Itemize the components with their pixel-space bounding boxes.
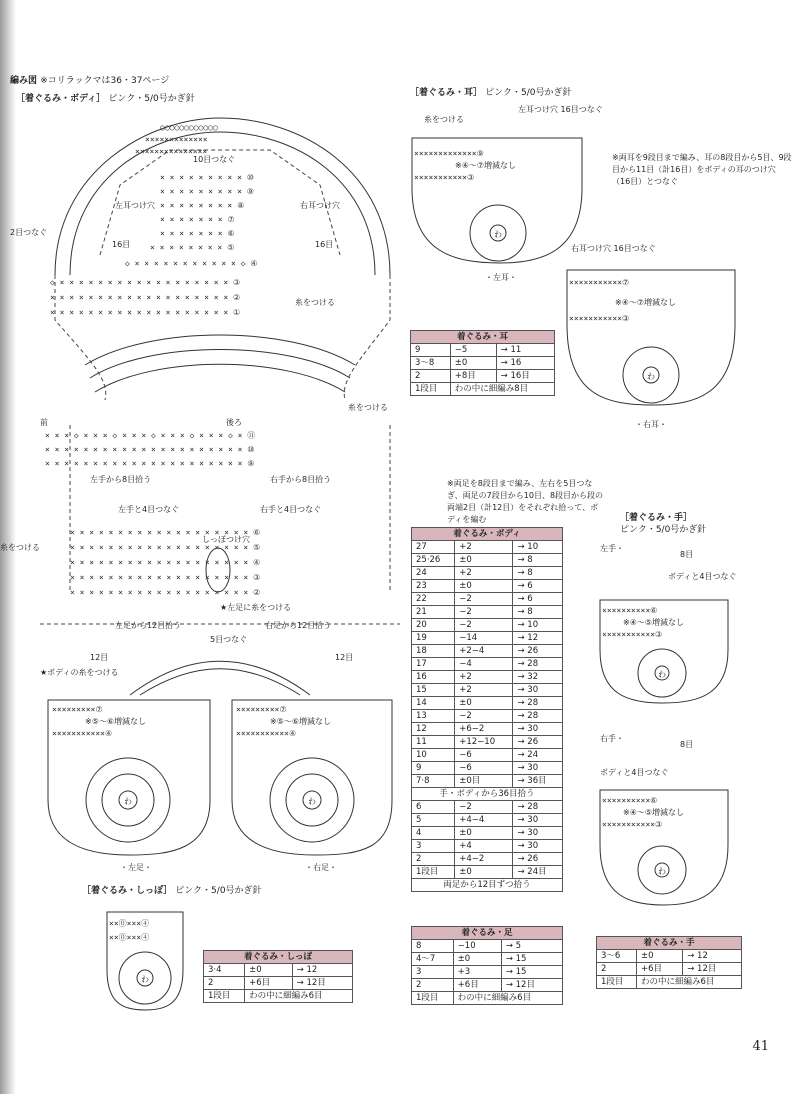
svg-text:× × × × × × × × ⑧: × × × × × × × × ⑧ xyxy=(160,201,245,210)
body-table-cell: 16 xyxy=(412,671,455,684)
tail-table-row xyxy=(204,977,353,990)
body-table-row xyxy=(412,697,563,710)
ear-table-row xyxy=(411,344,555,357)
body-table-cell: −14 xyxy=(455,632,513,645)
foot-table xyxy=(411,926,563,1005)
body-table-cell: +4−2 xyxy=(455,853,513,866)
foot-table-row xyxy=(412,966,563,979)
body-table-cell: 13 xyxy=(412,710,455,723)
label-attach-yarn-1: 糸をつける xyxy=(295,298,335,307)
svg-text:わ: わ xyxy=(494,230,502,239)
body-table-row xyxy=(412,801,563,814)
body-table-cell: +6−2 xyxy=(455,723,513,736)
svg-text:わ: わ xyxy=(658,670,666,679)
body-section-title xyxy=(16,94,195,105)
label-no-change-left: ※⑤〜⑥増減なし xyxy=(85,717,147,726)
body-table-span-cell: 両足から12目ずつ拾う xyxy=(412,879,563,892)
svg-text:× × × × × × × × × × × × × × ×: × × × × × × × × × × × × × × × × × × × ⑤ xyxy=(70,543,261,552)
label-front: 前 xyxy=(40,418,48,427)
ear-table-cell: −5 xyxy=(450,344,496,357)
right-ear-outline xyxy=(567,270,735,405)
body-table-cell: 24 xyxy=(412,567,455,580)
svg-text:わ: わ xyxy=(141,975,149,984)
body-table-cell: −2 xyxy=(455,593,513,606)
body-table-row xyxy=(412,593,563,606)
right-ear-row-3: ×××××××××××③ xyxy=(569,314,630,323)
body-table-cell: −6 xyxy=(455,762,513,775)
hand-table-cell: ±0 xyxy=(637,950,683,963)
body-table-cell: 6 xyxy=(412,801,455,814)
label-attach-edge: 糸をつける xyxy=(0,543,40,552)
foot-table-title: 着ぐるみ・足 xyxy=(412,927,563,940)
label-tail-hole: しっぽつけ穴 xyxy=(202,535,250,544)
body-table-cell: −6 xyxy=(455,749,513,762)
hand-table-cell: +6目 xyxy=(637,963,683,976)
tail-table-cell: 3·4 xyxy=(204,964,245,977)
body-table-row xyxy=(412,606,563,619)
body-table-cell: → 28 xyxy=(513,710,563,723)
body-table-row xyxy=(412,567,563,580)
tail-table-row xyxy=(204,964,353,977)
svg-text:× × × × × × × ⑦: × × × × × × × ⑦ xyxy=(160,215,235,224)
body-table-cell: −2 xyxy=(455,801,513,814)
body-table-cell: −2 xyxy=(455,710,513,723)
body-table-cell: → 24 xyxy=(513,749,563,762)
foot-table-cell: → 15 xyxy=(501,953,562,966)
label-right-ear-hole: 右耳つけ穴 xyxy=(300,201,340,210)
foot-table-cell: 1段目 xyxy=(412,992,454,1005)
body-diagram xyxy=(0,110,430,670)
ear-table-cell: 1段目 xyxy=(411,383,451,396)
body-table-cell: 21 xyxy=(412,606,455,619)
left-ear-row-3: ×××××××××××③ xyxy=(414,173,475,182)
tail-title: ［着ぐるみ・しっぽ］ xyxy=(82,886,173,896)
body-table-cell: ±0 xyxy=(455,580,513,593)
body-table-row xyxy=(412,645,563,658)
body-table-title: 着ぐるみ・ボディ xyxy=(412,528,563,541)
page-number: 41 xyxy=(752,1039,769,1054)
foot-table-body xyxy=(412,940,563,1005)
body-table-cell: 23 xyxy=(412,580,455,593)
body-table-cell: ±0 xyxy=(455,554,513,567)
foot-table-cell: 8 xyxy=(412,940,454,953)
label-left-hand-join: 左手と4目つなぐ xyxy=(118,505,180,514)
body-table-cell: → 36目 xyxy=(513,775,563,788)
label-star-body: ★ボディの糸をつける xyxy=(40,668,119,677)
svg-text:○○○○○○○○○○○○: ○○○○○○○○○○○○ xyxy=(160,123,218,132)
label-right-hand-title: 右手・ xyxy=(600,734,624,743)
label-ear-no-change-1: ※④〜⑦増減なし xyxy=(455,161,517,170)
ear-table-cell: +8目 xyxy=(450,370,496,383)
body-table-cell: → 8 xyxy=(513,554,563,567)
svg-text:× × × ◇ × × × ◇ × × × ◇ × × ×: × × × ◇ × × × ◇ × × × ◇ × × × ◇ × × × ◇ × ⑪ xyxy=(45,431,256,440)
body-table-cell: 1段目 xyxy=(412,866,455,879)
body-table-row xyxy=(412,736,563,749)
body-table-row xyxy=(412,658,563,671)
tail-row-4: ××⓪×××④ xyxy=(109,919,150,928)
body-table-cell: → 6 xyxy=(513,580,563,593)
body-table-cell: 20 xyxy=(412,619,455,632)
label-attach-yarn-2: 糸をつける xyxy=(348,403,388,412)
body-table-cell: → 30 xyxy=(513,840,563,853)
tail-table-cell: 1段目 xyxy=(204,990,245,1003)
right-ear-diagram xyxy=(565,244,745,429)
label-right-hand-join: 右手と4目つなぐ xyxy=(260,505,322,514)
tail-table-body xyxy=(204,964,353,1003)
body-table-row xyxy=(412,853,563,866)
body-table-cell: → 30 xyxy=(513,723,563,736)
ear-table-body xyxy=(411,344,555,396)
hand-table-cell: 2 xyxy=(597,963,637,976)
svg-text:わ: わ xyxy=(124,797,132,806)
body-table-cell: 27 xyxy=(412,541,455,554)
body-table-cell: ±0 xyxy=(455,697,513,710)
svg-text:×××××××××××××: ××××××××××××× xyxy=(145,135,208,144)
hand-table-row xyxy=(597,976,742,989)
hand-table-row xyxy=(597,963,742,976)
right-hand-diagram xyxy=(598,735,748,910)
ear-table-cell: わの中に細編み8目 xyxy=(450,383,554,396)
label-left-foot: ・左足・ xyxy=(120,863,152,872)
hand-table-cell: → 12目 xyxy=(683,963,742,976)
foot-table-cell: → 5 xyxy=(501,940,562,953)
ear-note: ※両耳を9段目まで編み、耳の8段目から5目、9段目から11目（計16目）をボディの耳のつけ穴（16目）とつなぐ xyxy=(612,153,792,186)
right-foot-row-4: ×××××××××××④ xyxy=(236,729,297,738)
body-table-row xyxy=(412,580,563,593)
body-table-cell: ±0 xyxy=(455,827,513,840)
label-left-ear-hole-16: 左耳つけ穴 16目つなぐ xyxy=(518,105,603,114)
body-table-cell: 9 xyxy=(412,762,455,775)
tail-table-cell: 2 xyxy=(204,977,245,990)
foot-table-row xyxy=(412,940,563,953)
neck-arc-3 xyxy=(95,364,345,392)
body-table-cell: → 28 xyxy=(513,658,563,671)
foot-table-row xyxy=(412,992,563,1005)
body-table-cell: 19 xyxy=(412,632,455,645)
torso-stitches xyxy=(45,431,260,597)
body-table-row xyxy=(412,541,563,554)
ear-spec: ピンク・5/0号かぎ針 xyxy=(485,88,572,98)
body-table-cell: → 26 xyxy=(513,736,563,749)
body-table-row xyxy=(412,840,563,853)
body-table-cell: 14 xyxy=(412,697,455,710)
ear-table-cell: 2 xyxy=(411,370,451,383)
head-stitches xyxy=(50,123,257,317)
ear-table-cell: 9 xyxy=(411,344,451,357)
hand-table-title: 着ぐるみ・手 xyxy=(597,937,742,950)
label-body-join-b: ボディと4目つなぐ xyxy=(600,768,669,777)
body-table-cell: → 30 xyxy=(513,814,563,827)
neck-right-dashes xyxy=(344,275,390,400)
body-table-row xyxy=(412,775,563,788)
feet-diagram xyxy=(40,650,420,880)
label-ear-no-change-2: ※④〜⑦増減なし xyxy=(615,298,677,307)
body-table-cell: → 8 xyxy=(513,606,563,619)
foot-table-cell: → 15 xyxy=(501,966,562,979)
svg-text:× × × × × × × × × × × × × × ×: × × × × × × × × × × × × × × × × × × × × × ⑨ xyxy=(45,459,255,468)
label-twelve-a: 12目 xyxy=(90,653,109,662)
body-table-row xyxy=(412,762,563,775)
ear-table-title: 着ぐるみ・耳 xyxy=(411,331,555,344)
ear-table-cell: 3〜8 xyxy=(411,357,451,370)
hand-table-cell: 3〜6 xyxy=(597,950,637,963)
tail-table-cell: +6目 xyxy=(245,977,293,990)
label-ear-attach: 糸をつける xyxy=(424,115,464,124)
label-left-ear: ・左耳・ xyxy=(485,273,517,282)
label-16-left: 16目 xyxy=(112,240,131,249)
body-table-cell: → 30 xyxy=(513,684,563,697)
label-star-attach: ★左足に糸をつける xyxy=(220,603,292,612)
svg-text:× × × × × × × ⑥: × × × × × × × ⑥ xyxy=(160,229,235,238)
body-table-row xyxy=(412,619,563,632)
foot-table-cell: 2 xyxy=(412,979,454,992)
svg-text:◇ × × × × × × × × × × × ◇ ④: ◇ × × × × × × × × × × × ◇ ④ xyxy=(125,259,258,268)
svg-text:わ: わ xyxy=(658,867,666,876)
tail-section-title xyxy=(82,886,262,897)
body-table-cell: 22 xyxy=(412,593,455,606)
left-hand-row-3: ×××××××××××③ xyxy=(602,630,663,639)
svg-text:× × × × × × × × × ⑨: × × × × × × × × × ⑨ xyxy=(160,187,254,196)
body-table-row xyxy=(412,788,563,801)
hand-table-body xyxy=(597,950,742,989)
label-join10: 10目つなぐ xyxy=(193,155,236,164)
svg-text:× × × × × × × × × × × × × × ×: × × × × × × × × × × × × × × × × × × × ④ xyxy=(70,558,261,567)
ear-table-cell: → 11 xyxy=(496,344,554,357)
body-table-cell: +2 xyxy=(455,541,513,554)
body-table-cell: 5 xyxy=(412,814,455,827)
body-table-row xyxy=(412,710,563,723)
label-left-ear-hole: 左耳つけ穴 xyxy=(115,201,155,210)
body-table-row xyxy=(412,827,563,840)
ear-table xyxy=(410,330,555,396)
tail-table-title: 着ぐるみ・しっぽ xyxy=(204,951,353,964)
svg-text:× × × × × × × × × × × × × × ×: × × × × × × × × × × × × × × × × × × × × × ⑩ xyxy=(45,445,255,454)
ear-section-title xyxy=(410,88,571,99)
body-table-cell: 3 xyxy=(412,840,455,853)
header-title: 編み図 xyxy=(10,76,38,86)
body-table-cell: 17 xyxy=(412,658,455,671)
body-table-cell: +12−10 xyxy=(455,736,513,749)
body-table-cell: 11 xyxy=(412,736,455,749)
label-right-foot: ・右足・ xyxy=(305,863,337,872)
svg-text:わ: わ xyxy=(647,372,655,381)
body-table-cell: → 26 xyxy=(513,645,563,658)
left-foot-row-7: ×××××××××⑦ xyxy=(52,705,103,714)
foot-table-cell: +3 xyxy=(453,966,501,979)
tail-table-cell: ±0 xyxy=(245,964,293,977)
body-table-cell: ±0 xyxy=(455,866,513,879)
body-table-row xyxy=(412,671,563,684)
body-table-cell: 15 xyxy=(412,684,455,697)
body-table-cell: +2 xyxy=(455,684,513,697)
tail-table xyxy=(203,950,353,1003)
label-join2: 2目つなぐ xyxy=(10,228,48,237)
body-title: ［着ぐるみ・ボディ］ xyxy=(16,94,106,104)
hand-table-row xyxy=(597,950,742,963)
ear-table-cell: → 16 xyxy=(496,357,554,370)
svg-text:× × × × × × × × × × × × × × ×: × × × × × × × × × × × × × × × × × × × ② xyxy=(50,293,241,302)
header-note: ※コリラックマは36・37ページ xyxy=(40,76,170,86)
foot-table-cell: 4〜7 xyxy=(412,953,454,966)
body-table-cell: 12 xyxy=(412,723,455,736)
svg-text:わ: わ xyxy=(308,797,316,806)
right-hand-row-3: ×××××××××××③ xyxy=(602,820,663,829)
body-table-cell: 2 xyxy=(412,853,455,866)
body-table-cell: 4 xyxy=(412,827,455,840)
body-table-cell: → 28 xyxy=(513,801,563,814)
body-table-row xyxy=(412,749,563,762)
label-back: 後ろ xyxy=(226,418,242,427)
body-table-cell: → 12 xyxy=(513,632,563,645)
svg-text:× × × × × × × × × × × × × × ×: × × × × × × × × × × × × × × × × × × × ③ xyxy=(70,573,261,582)
tail-hole xyxy=(206,548,230,592)
hand-spec: ピンク・5/0号かぎ針 xyxy=(620,525,707,535)
body-table-cell: → 26 xyxy=(513,853,563,866)
svg-text:◇ × × × × × × × × × × × × × ×: ◇ × × × × × × × × × × × × × × × × × × ③ xyxy=(50,278,241,287)
body-table-cell: → 6 xyxy=(513,593,563,606)
tail-table-row xyxy=(204,990,353,1003)
body-table-span-cell: 手・ボディから36目拾う xyxy=(412,788,563,801)
ear-table-row xyxy=(411,370,555,383)
hand-table-cell: わの中に細編み6目 xyxy=(637,976,742,989)
svg-text:× × × × × × × × × × × × × × ×: × × × × × × × × × × × × × × × × × × × ⑥ xyxy=(70,528,261,537)
body-table-cell: −4 xyxy=(455,658,513,671)
body-table-row xyxy=(412,684,563,697)
body-table-cell: 7·8 xyxy=(412,775,455,788)
body-note: ※両足を8段目まで編み、左右を5目つなぎ、両足の7段目から10目、8段目から段の両端2目（計12目）をそれぞれ拾って、ボディを編む xyxy=(447,479,604,524)
left-ear-row-9: ×××××××××××××⑨ xyxy=(414,149,484,158)
body-table-row xyxy=(412,723,563,736)
label-twelve-b: 12目 xyxy=(335,653,354,662)
foot-table-cell: 3 xyxy=(412,966,454,979)
body-table-cell: → 30 xyxy=(513,827,563,840)
svg-text:× × × × × × × × ⑤: × × × × × × × × ⑤ xyxy=(150,243,235,252)
body-table-cell: 25·26 xyxy=(412,554,455,567)
foot-table-cell: ±0 xyxy=(453,953,501,966)
tail-table-cell: わの中に細編み6目 xyxy=(245,990,353,1003)
left-hand-diagram xyxy=(598,545,748,705)
label-eight-b: 8目 xyxy=(680,740,694,749)
left-hand-row-6: ××××××××××⑥ xyxy=(602,606,658,615)
body-table-cell: → 10 xyxy=(513,541,563,554)
label-right-ear: ・右耳・ xyxy=(635,420,667,429)
hand-table-cell: 1段目 xyxy=(597,976,637,989)
body-table-cell: +4 xyxy=(455,840,513,853)
feet-join-arc-2 xyxy=(140,669,300,695)
hand-table-cell: → 12 xyxy=(683,950,742,963)
body-table-cell: +4−4 xyxy=(455,814,513,827)
right-foot-row-7: ×××××××××⑦ xyxy=(236,705,287,714)
tail-row-3: ××⓪×××④ xyxy=(109,933,150,942)
label-left-foot-pick: 左足から12目拾う xyxy=(115,621,182,630)
foot-table-cell: −10 xyxy=(453,940,501,953)
svg-text:× × × × × × × × × × × × × × ×: × × × × × × × × × × × × × × × × × × × ① xyxy=(50,308,241,317)
label-no-change-right: ※⑤〜⑥増減なし xyxy=(270,717,332,726)
body-table-cell: +2 xyxy=(455,671,513,684)
foot-table-row xyxy=(412,979,563,992)
body-spec: ピンク・5/0号かぎ針 xyxy=(108,94,195,104)
label-body-join-a: ボディと4目つなぐ xyxy=(668,572,737,581)
hand-title: ［着ぐるみ・手］ xyxy=(620,513,693,523)
body-table-cell: → 10 xyxy=(513,619,563,632)
body-table-cell: → 30 xyxy=(513,762,563,775)
body-table-cell: +2 xyxy=(455,567,513,580)
body-table xyxy=(411,527,563,892)
body-table-cell: 10 xyxy=(412,749,455,762)
tail-table-cell: → 12目 xyxy=(292,977,352,990)
foot-table-row xyxy=(412,953,563,966)
label-eight-a: 8目 xyxy=(680,550,694,559)
svg-text:× × × × × × × × × × × × × × ×: × × × × × × × × × × × × × × × × × × × ② xyxy=(70,588,261,597)
ear-table-cell: ±0 xyxy=(450,357,496,370)
label-five-join: 5目つなぐ xyxy=(210,635,248,644)
tail-diagram xyxy=(105,910,195,1020)
foot-table-cell: +6目 xyxy=(453,979,501,992)
body-table-cell: +2−4 xyxy=(455,645,513,658)
label-right-foot-pick: 右足から12目拾う xyxy=(265,621,332,630)
body-table-row xyxy=(412,879,563,892)
svg-text:× × × × × × × × × ⑩: × × × × × × × × × ⑩ xyxy=(160,173,254,182)
label-left-hand-title: 左手・ xyxy=(600,544,624,553)
section-header xyxy=(10,76,169,87)
body-table-cell: → 28 xyxy=(513,697,563,710)
body-table-body xyxy=(412,541,563,892)
ear-table-row xyxy=(411,383,555,396)
body-table-cell: → 8 xyxy=(513,567,563,580)
left-hand-outline xyxy=(600,600,728,703)
body-table-row xyxy=(412,866,563,879)
body-table-cell: ±0目 xyxy=(455,775,513,788)
label-left-hand: 左手から8目拾う xyxy=(90,475,152,484)
tail-spec: ピンク・5/0号かぎ針 xyxy=(175,886,262,896)
foot-table-cell: わの中に細編み6目 xyxy=(453,992,562,1005)
left-foot-row-4: ×××××××××××④ xyxy=(52,729,113,738)
label-hand-no-change-b: ※④〜⑤増減なし xyxy=(623,808,685,817)
label-right-ear-hole-16: 右耳つけ穴 16目つなぐ xyxy=(571,244,656,253)
body-table-cell: −2 xyxy=(455,619,513,632)
label-hand-no-change-a: ※④〜⑤増減なし xyxy=(623,618,685,627)
hand-table xyxy=(596,936,742,989)
hand-section-title xyxy=(620,512,706,536)
ear-table-cell: → 16目 xyxy=(496,370,554,383)
body-table-cell: 18 xyxy=(412,645,455,658)
ear-title: ［着ぐるみ・耳］ xyxy=(410,88,483,98)
feet-join-arc-1 xyxy=(130,661,310,695)
body-table-cell: −2 xyxy=(455,606,513,619)
right-ear-row-9: ×××××××××××⑦ xyxy=(569,278,630,287)
right-hand-row-6: ××××××××××⑥ xyxy=(602,796,658,805)
tail-table-cell: → 12 xyxy=(292,964,352,977)
body-table-cell: → 24目 xyxy=(513,866,563,879)
body-table-row xyxy=(412,632,563,645)
body-table-row xyxy=(412,814,563,827)
label-16-right: 16目 xyxy=(315,240,334,249)
ear-table-row xyxy=(411,357,555,370)
foot-table-cell: → 12目 xyxy=(501,979,562,992)
body-table-row xyxy=(412,554,563,567)
label-right-hand: 右手から8目拾う xyxy=(270,475,332,484)
body-table-cell: → 32 xyxy=(513,671,563,684)
svg-text:×××××××××××××××: ××××××××××××××× xyxy=(135,147,208,156)
